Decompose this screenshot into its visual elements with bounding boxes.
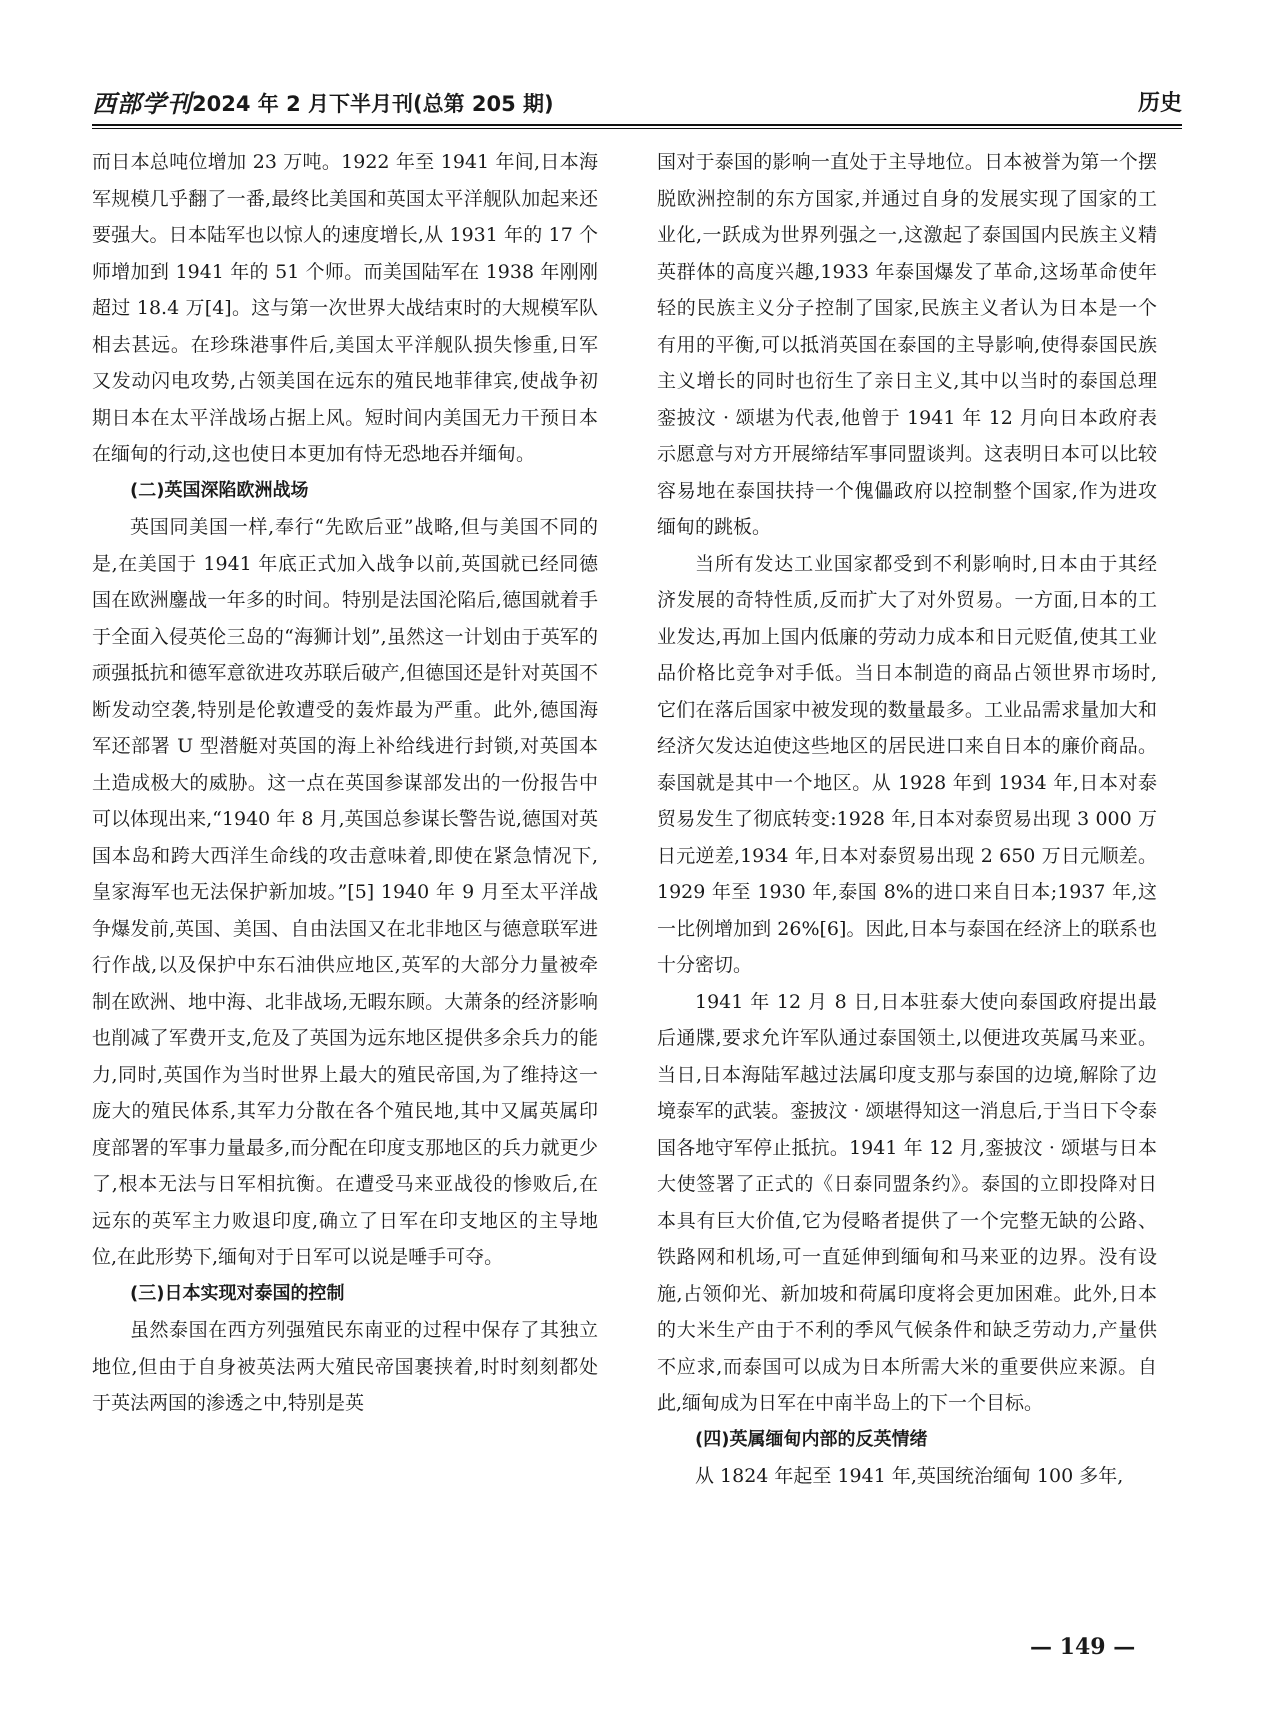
paragraph: 国对于泰国的影响一直处于主导地位。日本被誉为第一个摆脱欧洲控制的东方国家,并通过自身的发展实现了国家的工业化,一跃成为世界列强之一,这激起了泰国国内民族主义精英群体的高度兴趣,1933 年泰国爆发了革命,这场革命使年轻的民族主义分子控制了国家,民族主义者认为日本是一个有用的平衡,可以抵消英国在泰国的主导影响,使得泰国民族主义增长的同时也衍生了亲日主义,其中以当时的泰国总理銮披汶 · 颂堪为代表,他曾于 1941 年 12 月向日本政府表示愿意与对方开展缔结军事同盟谈判。这表明日本可以比较容易地在泰国扶持一个傀儡政府以控制整个国家,作为进攻缅甸的跳板。 <box>657 151 1157 538</box>
paragraph: 从 1824 年起至 1941 年,英国统治缅甸 100 多年, <box>695 1465 1124 1487</box>
paragraph: 当所有发达工业国家都受到不利影响时,日本由于其经济发展的奇特性质,反而扩大了对外贸易。一方面,日本的工业发达,再加上国内低廉的劳动力成本和日元贬值,使其工业品价格比竞争对手低。当日本制造的商品占领世界市场时,它们在落后国家中被发现的数量最多。工业品需求量加大和经济欠发达迫使这些地区的居民进口来自日本的廉价商品。泰国就是其中一个地区。从 1928 年到 1934 年,日本对泰贸易发生了彻底转变:1928 年,日本对泰贸易出现 3 000 万日元逆差,1934 年,日本对泰贸易出现 2 650 万日元顺差。1929 年至 1930 年,泰国 8%的进口来自日本;1937 年,这一比例增加到 26%[6]。因此,日本与泰国在经济上的联系也十分密切。 <box>657 552 1157 976</box>
right-column <box>657 144 1157 1495</box>
paragraph: 1941 年 12 月 8 日,日本驻泰大使向泰国政府提出最后通牒,要求允许军队通过泰国领土,以便进攻英属马来亚。当日,日本海陆军越过法属印度支那与泰国的边境,解除了边境泰军的武装。銮披汶 · 颂堪得知这一消息后,于当日下令泰国各地守军停止抵抗。1941 年 12 月,銮披汶 · 颂堪与日本大使签署了正式的《日泰同盟条约》。泰国的立即投降对日本具有巨大价值,它为侵略者提供了一个完整无缺的公路、铁路网和机场,可一直延伸到缅甸和马来亚的边界。没有设施,占领仰光、新加坡和荷属印度将会更加困难。此外,日本的大米生产由于不利的季风气候条件和缺乏劳动力,产量供不应求,而泰国可以成为日本所需大米的重要供应来源。自此,缅甸成为日军在中南半岛上的下一个目标。 <box>657 990 1157 1414</box>
paragraph: 虽然泰国在西方列强殖民东南亚的过程中保存了其独立地位,但由于自身被英法两大殖民帝国裹挟着,时时刻刻都处于英法两国的渗透之中,特别是英 <box>92 1319 598 1414</box>
header-rule-thin <box>92 128 1182 129</box>
section-heading: (四)英属缅甸内部的反英情绪 <box>695 1428 928 1450</box>
issue-info: 2024 年 2 月下半月刊(总第 205 期) <box>192 92 554 116</box>
header-rule <box>92 124 1182 126</box>
paragraph: 而日本总吨位增加 23 万吨。1922 年至 1941 年间,日本海军规模几乎翻了一番,最终比美国和英国太平洋舰队加起来还要强大。日本陆军也以惊人的速度增长,从 1931 年的 17 个师增加到 1941 年的 51 个师。而美国陆军在 1938 年刚刚超过 18.4 万[4]。这与第一次世界大战结束时的大规模军队相去甚远。在珍珠港事件后,美国太平洋舰队损失惨重,日军又发动闪电攻势,占领美国在远东的殖民地菲律宾,使战争初期日本在太平洋战场占据上风。短时间内美国无力干预日本在缅甸的行动,这也使日本更加有恃无恐地吞并缅甸。 <box>92 151 598 465</box>
journal-logo: 西部学刊 <box>92 89 192 118</box>
section-heading: (二)英国深陷欧洲战场 <box>130 479 309 501</box>
page-number: — 149 — <box>1030 1634 1136 1660</box>
left-column <box>92 144 598 1422</box>
page-header <box>92 88 1182 120</box>
paragraph: 英国同美国一样,奉行“先欧后亚”战略,但与美国不同的是,在美国于 1941 年底正式加入战争以前,英国就已经同德国在欧洲鏖战一年多的时间。特别是法国沦陷后,德国就着手于全面入侵英伦三岛的“海狮计划”,虽然这一计划由于英军的顽强抵抗和德军意欲进攻苏联后破产,但德国还是针对英国不断发动空袭,特别是伦敦遭受的轰炸最为严重。此外,德国海军还部署 U 型潜艇对英国的海上补给线进行封锁,对英国本土造成极大的威胁。这一点在英国参谋部发出的一份报告中可以体现出来,“1940 年 8 月,英国总参谋长警告说,德国对英国本岛和跨大西洋生命线的攻击意味着,即使在紧急情况下,皇家海军也无法保护新加坡。”[5] 1940 年 9 月至太平洋战争爆发前,英国、美国、自由法国又在北非地区与德意联军进行作战,以及保护中东石油供应地区,英军的大部分力量被牵制在欧洲、地中海、北非战场,无暇东顾。大萧条的经济影响也削减了军费开支,危及了英国为远东地区提供多余兵力的能力,同时,英国作为当时世界上最大的殖民帝国,为了维持这一庞大的殖民体系,其军力分散在各个殖民地,其中又属英属印度部署的军事力量最多,而分配在印度支那地区的兵力就更少了,根本无法与日军相抗衡。在遭受马来亚战役的惨败后,在远东的英军主力败退印度,确立了日军在印支地区的主导地位,在此形势下,缅甸对于日军可以说是唾手可夺。 <box>92 516 598 1268</box>
section-heading: (三)日本实现对泰国的控制 <box>130 1282 345 1304</box>
section-title: 历史 <box>1137 91 1182 116</box>
